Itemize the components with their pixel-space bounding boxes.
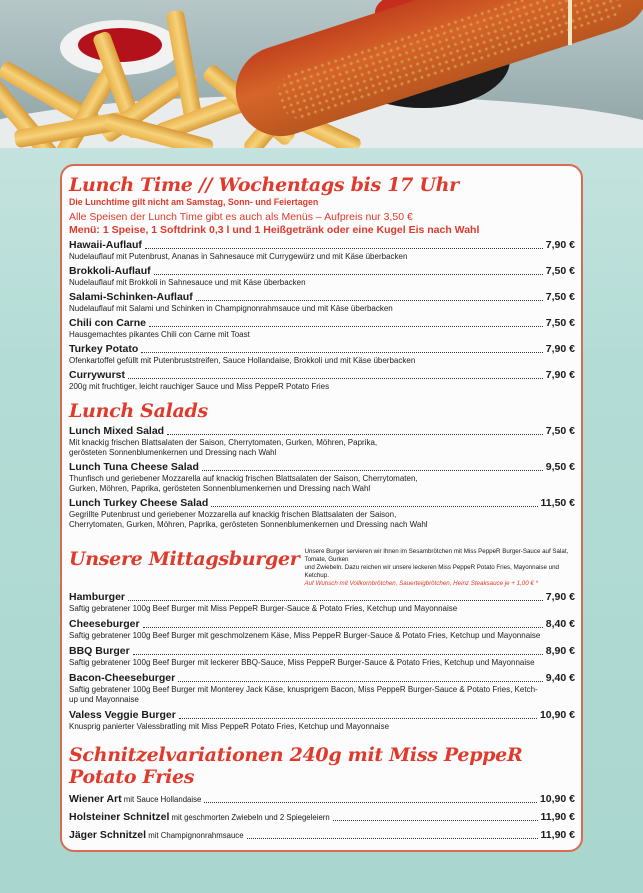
- menu-item: [69, 591, 575, 614]
- item-name-text: Holsteiner Schnitzel: [69, 811, 170, 823]
- schnitzel-title: Schnitzelvariationen 240g mit Miss PeppeR Potato Fries: [69, 744, 523, 788]
- item-desc: Saftig gebratener 100g Beef Burger mit geschmolzenem Käse, Miss PeppeR Burger-Sauce & Potato Fries, Ketchup und Mayonnaise: [69, 631, 541, 640]
- item-price: 7,90 €: [545, 343, 575, 355]
- item-price: 8,40 €: [545, 618, 575, 630]
- schnitzel-items: [69, 793, 575, 842]
- item-name: [69, 793, 201, 806]
- item-name: Turkey Potato: [69, 343, 139, 355]
- item-desc: Saftig gebratener 100g Beef Burger mit Monterey Jack Käse, knusprigem Bacon, Miss PeppeR Burger-Sauce & Potato Fries, Ketch-: [69, 685, 538, 694]
- item-name: Lunch Tuna Cheese Salad: [69, 461, 199, 473]
- salads-title: Lunch Salads: [69, 400, 208, 422]
- burgers-title: Unsere Mittagsburger: [69, 548, 300, 570]
- item-price: 9,40 €: [545, 672, 575, 684]
- item-name: BBQ Burger: [69, 645, 130, 657]
- item-name: Valess Veggie Burger: [69, 709, 176, 721]
- salad-items: [69, 425, 575, 530]
- lunch-note: Die Lunchtime gilt nicht am Samstag, Sonn- und Feiertagen: [69, 197, 319, 207]
- item-desc: up und Mayonnaise: [69, 695, 139, 704]
- lunch-menu-info: Menü: 1 Speise, 1 Softdrink 0,3 l und 1 Heißgetränk oder eine Kugel Eis nach Wahl: [69, 223, 480, 236]
- item-name-text: Jäger Schnitzel: [69, 829, 147, 841]
- item-desc: Hausgemachtes pikantes Chili con Carne mit Toast: [69, 330, 250, 339]
- item-name: Brokkoli-Auflauf: [69, 265, 151, 277]
- item-name: Currywurst: [69, 369, 126, 381]
- item-price: 7,50 €: [545, 265, 575, 277]
- menu-item: [69, 672, 575, 705]
- menu-item: [69, 618, 575, 641]
- item-extra: mit Champignonrahmsauce: [146, 831, 244, 840]
- item-price: 11,90 €: [540, 829, 575, 841]
- burgers-note: [304, 548, 575, 588]
- item-name: [69, 829, 244, 842]
- item-name: Lunch Mixed Salad: [69, 425, 165, 437]
- menu-item: [69, 343, 575, 366]
- item-name: Hawaii-Auflauf: [69, 239, 142, 251]
- burgers-note-line: Unsere Burger servieren wir Ihnen im Sesambrötchen mit Miss PeppeR Burger-Sauce auf Salat, Tomate, Gurken: [304, 548, 569, 563]
- item-desc: Saftig gebratener 100g Beef Burger mit leckerer BBQ-Sauce, Miss PeppeR Burger-Sauce & Potato Fries, Ketchup und Mayonnaise: [69, 658, 535, 667]
- menu-item: [69, 793, 575, 806]
- menu-item: [69, 709, 575, 732]
- menu-item: [69, 425, 575, 458]
- menu-item: [69, 645, 575, 668]
- item-desc: Nudelauflauf mit Brokkoli in Sahnesauce und mit Käse überbacken: [69, 278, 306, 287]
- item-desc: 200g mit fruchtiger, leicht rauchiger Sauce und Miss PeppeR Potato Fries: [69, 382, 330, 391]
- item-price: 7,50 €: [545, 425, 575, 437]
- burgers-header: [69, 544, 575, 588]
- item-desc: Nudelauflauf mit Salami und Schinken in Champignonrahmsauce und mit Käse überbacken: [69, 304, 393, 313]
- item-desc: Cherrytomaten, Gurken, Möhren, Paprika, gerösteten Sonnenblumenkernen und Dressing nach Wahl: [69, 520, 428, 529]
- item-name-text: Wiener Art: [69, 793, 122, 805]
- item-name: Salami-Schinken-Auflauf: [69, 291, 193, 303]
- item-name: Bacon-Cheeseburger: [69, 672, 176, 684]
- lunch-title: Lunch Time // Wochentags bis 17 Uhr: [69, 174, 459, 196]
- item-desc: gerösteten Sonnenblumenkernen und Dressing nach Wahl: [69, 448, 277, 457]
- menu-item: [69, 369, 575, 392]
- menu-card: [60, 164, 583, 852]
- item-name: Cheeseburger: [69, 618, 140, 630]
- item-extra: mit Sauce Hollandaise: [121, 795, 202, 804]
- item-price: 7,90 €: [545, 369, 575, 381]
- menu-item: [69, 829, 575, 842]
- item-price: 7,50 €: [545, 317, 575, 329]
- menu-item: [69, 461, 575, 494]
- item-name: [69, 811, 330, 824]
- item-price: 7,90 €: [545, 591, 575, 603]
- menu-item: [69, 811, 575, 824]
- item-desc: Knusprig panierter Valessbratling mit Miss PeppeR Potato Fries, Ketchup und Mayonnaise: [69, 722, 390, 731]
- burger-items: [69, 591, 575, 732]
- item-price: 10,90 €: [539, 709, 575, 721]
- item-desc: Saftig gebratener 100g Beef Burger mit Miss PeppeR Burger-Sauce & Potato Fries, Ketchup und Mayonnaise: [69, 604, 458, 613]
- menu-item: [69, 291, 575, 314]
- item-name: Lunch Turkey Cheese Salad: [69, 497, 209, 509]
- item-desc: Nudelauflauf mit Putenbrust, Ananas in Sahnesauce mit Currygewürz und mit Käse überbacken: [69, 252, 408, 261]
- item-price: 8,90 €: [545, 645, 575, 657]
- item-price: 10,90 €: [539, 793, 575, 805]
- item-price: 11,50 €: [540, 497, 575, 509]
- item-name: Chili con Carne: [69, 317, 147, 329]
- item-price: 9,50 €: [545, 461, 575, 473]
- item-price: 7,90 €: [545, 239, 575, 251]
- menu-item: [69, 497, 575, 530]
- burgers-note-extra: Auf Wunsch mit Vollkornbrötchen, Sauerteigbrötchen, Heinz Steaksauce je + 1,00 € *: [304, 580, 538, 587]
- item-extra: mit geschmorten Zwiebeln und 2 Spiegeleiern: [169, 813, 330, 822]
- menu-item: [69, 239, 575, 262]
- item-desc: Gegrillte Putenbrust und geriebener Mozzarella auf knackig frischen Blattsalaten der Saison,: [69, 510, 397, 519]
- lunch-promo: Alle Speisen der Lunch Time gibt es auch als Menüs – Aufpreis nur 3,50 €: [69, 211, 413, 223]
- item-desc: Thunfisch und geriebener Mozzarella auf knackig frischen Blattsalaten der Saison, Cherrytomaten,: [69, 474, 418, 483]
- burgers-note-line: und Zwiebeln. Dazu reichen wir unsere leckeren Miss PeppeR Potato Fries, Mayonnaise und Ketchup.: [304, 564, 559, 579]
- item-price: 7,50 €: [545, 291, 575, 303]
- header-food-photo: [0, 0, 643, 148]
- item-desc: Gurken, Möhren, Paprika, gerösteten Sonnenblumenkernen und Dressing nach Wahl: [69, 484, 371, 493]
- menu-item: [69, 317, 575, 340]
- item-desc: Mit knackig frischen Blattsalaten der Saison, Cherrytomaten, Gurken, Möhren, Paprika,: [69, 438, 378, 447]
- item-price: 11,90 €: [540, 811, 575, 823]
- item-name: Hamburger: [69, 591, 126, 603]
- menu-item: [69, 265, 575, 288]
- lunch-items: [69, 239, 575, 392]
- item-desc: Ofenkartoffel gefüllt mit Putenbruststreifen, Sauce Hollandaise, Brokkoli und mit Käse überbacken: [69, 356, 416, 365]
